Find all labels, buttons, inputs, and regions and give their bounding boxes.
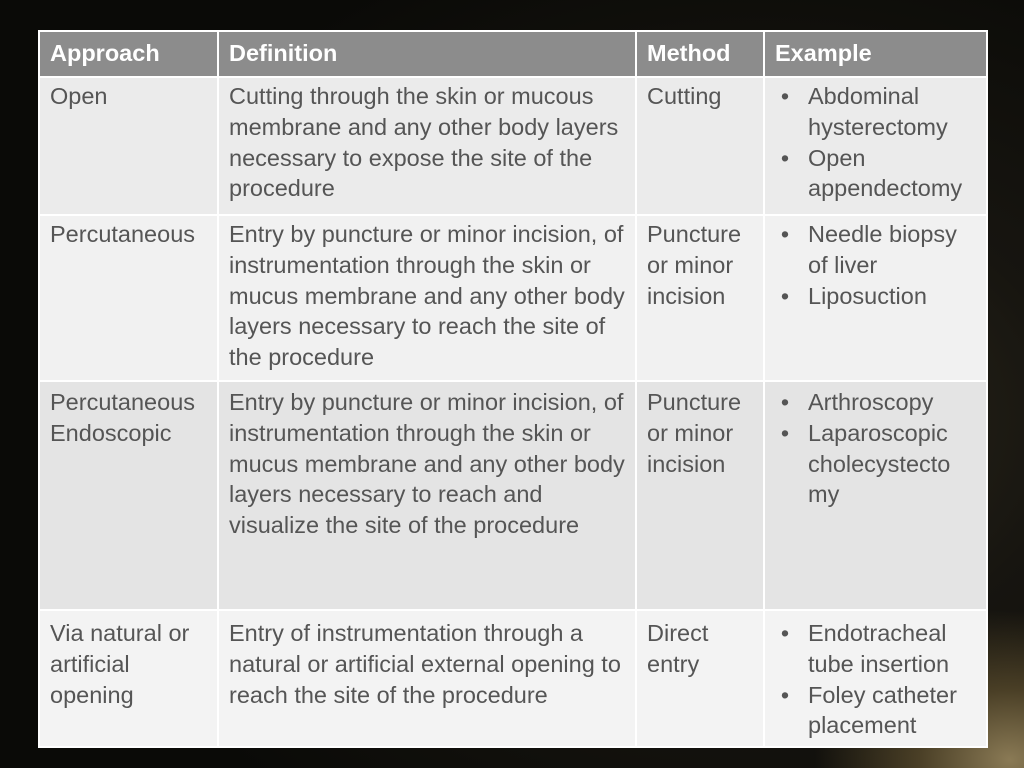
cell-example [764,77,987,215]
cell-method: Direct entry [636,610,764,747]
header-method: Method [636,31,764,77]
cell-example [764,381,987,610]
cell-definition: Cutting through the skin or mucous membrane and any other body layers necessary to expose the site of the procedure [218,77,636,215]
table-row [39,381,987,610]
example-item [775,418,976,510]
table-row [39,77,987,215]
cell-definition: Entry by puncture or minor incision, of instrumentation through the skin or mucus membrane and any other body layers necessary to reach the site of the procedure [218,215,636,381]
header-approach: Approach [39,31,218,77]
example-text: Arthroscopy [808,389,934,415]
example-text: Abdominal hysterectomy [808,83,948,140]
example-item [775,81,976,143]
example-list [775,618,976,741]
bullet-icon: • [780,389,790,415]
example-item [775,618,976,680]
example-text: Endotracheal tube insertion [808,620,950,677]
cell-approach: Percutaneous Endoscopic [39,381,218,610]
example-item [775,387,976,418]
example-text: Needle biopsy of liver [808,221,957,278]
example-text: Foley catheter placement [808,681,957,739]
example-text: Laparoscopic cholecystecto my [808,419,951,508]
cell-definition: Entry of instrumentation through a natural or artificial external opening to reach the site of the procedure [218,610,636,747]
bullet-icon: • [780,221,790,247]
table-body [39,77,987,747]
example-text: Open appendectomy [808,144,963,202]
bullet-icon: • [780,282,790,309]
example-item [775,281,976,312]
header-example: Example [764,31,987,77]
cell-approach: Via natural or artificial opening [39,610,218,747]
bullet-icon: • [780,144,790,171]
cell-approach: Percutaneous [39,215,218,381]
approach-table [38,30,988,748]
table-row [39,215,987,381]
cell-method: Cutting [636,77,764,215]
example-list [775,81,976,204]
table-row [39,610,987,747]
table-header [39,31,987,77]
header-definition: Definition [218,31,636,77]
cell-method: Puncture or minor incision [636,381,764,610]
example-list [775,219,976,311]
bullet-icon: • [780,681,790,708]
example-list [775,387,976,510]
cell-approach: Open [39,77,218,215]
example-text: Liposuction [808,282,927,309]
cell-definition: Entry by puncture or minor incision, of instrumentation through the skin or mucus membrane and any other body layers necessary to reach and visualize the site of the procedure [218,381,636,610]
example-item [775,143,976,205]
example-item [775,680,976,742]
bullet-icon: • [780,419,790,446]
bullet-icon: • [780,620,790,646]
cell-example [764,215,987,381]
bullet-icon: • [780,83,790,109]
cell-method: Puncture or minor incision [636,215,764,381]
header-row [39,31,987,77]
example-item [775,219,976,281]
cell-example [764,610,987,747]
